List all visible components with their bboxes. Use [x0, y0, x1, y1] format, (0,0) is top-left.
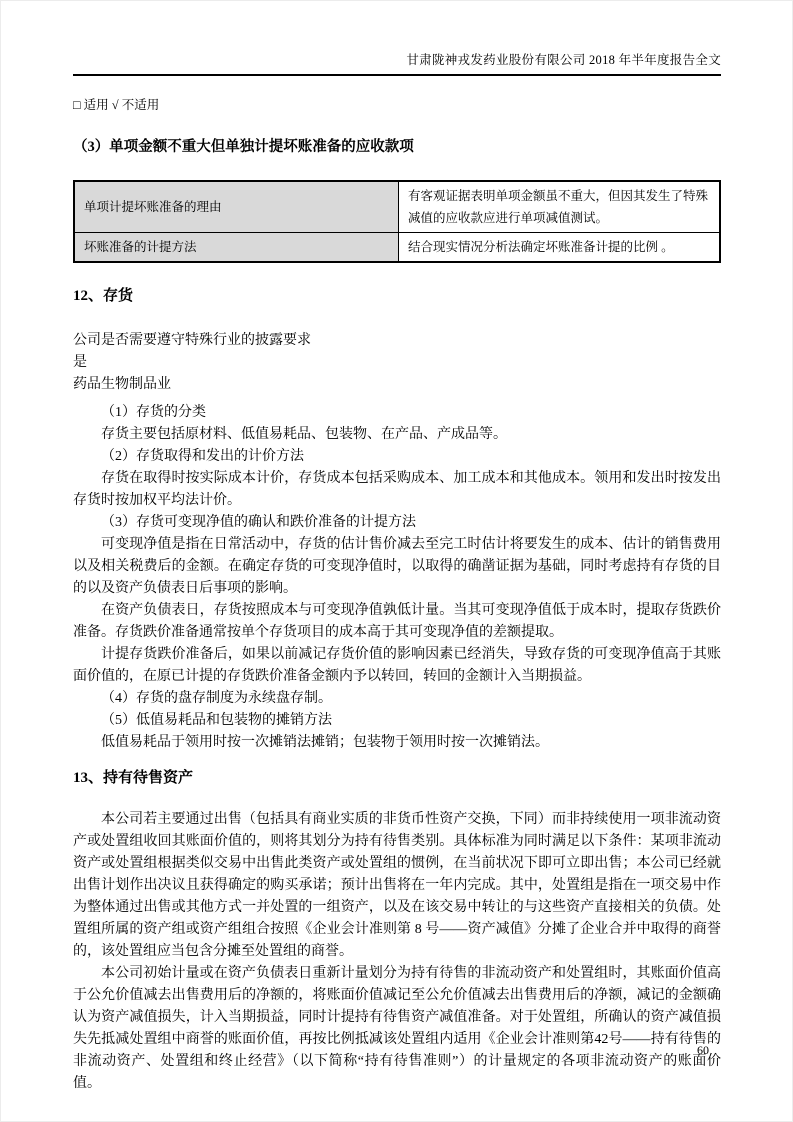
- inventory-paragraph: 低值易耗品于领用时按一次摊销法摊销；包装物于领用时按一次摊销法。: [101, 735, 549, 750]
- table-cell-provision-reason-value: 有客观证据表明单项金额虽不重大，但因其发生了特殊减值的应收款应进行单项减值测试。: [399, 181, 721, 233]
- inventory-paragraph: 是: [73, 355, 87, 370]
- receivables-subsection-heading: （3）单项金额不重大但单独计提坏账准备的应收款项: [73, 139, 414, 155]
- bad-debt-provision-table: [73, 180, 721, 263]
- held-for-sale-paragraph: 本公司若主要通过出售（包括具有商业实质的非货币性资产交换，下同）而非持续使用一项非流动资产或处置组收回其账面价值的，则将其划分为持有待售类别。具体标准为同时满足以下条件：某项非流动资产或处置组根据类似交易中出售此类资产或处置组的惯例，在当前状况下即可立即出售；本公司已经就出售计划作出决议且获得确定的购买承诺；预计出售将在一年内完成。其中，处置组是指在一项交易中作为整体通过出售或其他方式一并处置的一组资产，以及在该交易中转让的与这些资产直接相关的负债。处置组所属的资产组或资产组组合按照《企业会计准则第 8 号——资产减值》分摊了企业合并中取得的商誉的，该处置组应当包含分摊至处置组的商誉。: [73, 812, 721, 959]
- inventory-paragraph: 药品生物制品业: [73, 377, 171, 392]
- inventory-paragraph: 公司是否需要遵守特殊行业的披露要求: [73, 333, 311, 348]
- inventory-paragraph: 在资产负债表日，存货按照成本与可变现净值孰低计量。当其可变现净值低于成本时，提取存货跌价准备。存货跌价准备通常按单个存货项目的成本高于其可变现净值的差额提取。: [73, 603, 721, 640]
- inventory-paragraph: 计提存货跌价准备后，如果以前减记存货价值的影响因素已经消失，导致存货的可变现净值高于其账面价值的，在原已计提的存货跌价准备金额内予以转回，转回的金额计入当期损益。: [73, 647, 721, 684]
- section-heading-held-for-sale: 13、持有待售资产: [73, 770, 194, 786]
- inventory-paragraph: 存货主要包括原材料、低值易耗品、包装物、在产品、产成品等。: [101, 427, 507, 442]
- held-for-sale-paragraph: 本公司初始计量或在资产负债表日重新计量划分为持有待售的非流动资产和处置组时，其账面价值高于公允价值减去出售费用后的净额的，将账面价值减记至公允价值减去出售费用后的净额，减记的金额确认为资产减值损失，计入当期损益，同时计提持有待售资产减值准备。对于处置组，所确认的资产减值损失先抵减处置组中商誉的账面价值，再按比例抵减该处置组内适用《企业会计准则第42号——持有待售的非流动资产、处置组和终止经营》（以下简称“持有待售准则”）的计量规定的各项非流动资产的账面价值。: [73, 966, 721, 1091]
- inventory-paragraph: （1）存货的分类: [101, 405, 206, 420]
- applicability-statement: □ 适用 √ 不适用: [73, 98, 160, 112]
- page-content: [1, 1, 792, 1095]
- inventory-paragraph: （3）存货可变现净值的确认和跌价准备的计提方法: [101, 515, 416, 530]
- inventory-paragraph: （5）低值易耗品和包装物的摊销方法: [101, 713, 332, 728]
- inventory-paragraph: 可变现净值是指在日常活动中，存货的估计售价减去至完工时估计将要发生的成本、估计的销售费用以及相关税费后的金额。在确定存货的可变现净值时，以取得的确凿证据为基础，同时考虑持有存货的目的以及资产负债表日后事项的影响。: [73, 537, 721, 596]
- page-header: [73, 1, 721, 76]
- header-divider-rule: [73, 74, 721, 76]
- table-row: [74, 233, 720, 263]
- page-number: 60: [697, 1043, 709, 1057]
- table-cell-provision-reason-label: 单项计提坏账准备的理由: [74, 181, 399, 233]
- inventory-paragraph: 存货在取得时按实际成本计价，存货成本包括采购成本、加工成本和其他成本。领用和发出时按发出存货时按加权平均法计价。: [73, 471, 721, 508]
- section-heading-inventory: 12、存货: [73, 288, 134, 304]
- report-header-title: 甘肃陇神戎发药业股份有限公司 2018 年半年度报告全文: [406, 53, 721, 67]
- table-row: [74, 181, 720, 233]
- table-cell-provision-method-value: 结合现实情况分析法确定坏账准备计提的比例 。: [399, 233, 721, 263]
- inventory-paragraph: （4）存货的盘存制度为永续盘存制。: [101, 691, 332, 706]
- inventory-paragraph: （2）存货取得和发出的计价方法: [101, 449, 304, 464]
- table-cell-provision-method-label: 坏账准备的计提方法: [74, 233, 399, 263]
